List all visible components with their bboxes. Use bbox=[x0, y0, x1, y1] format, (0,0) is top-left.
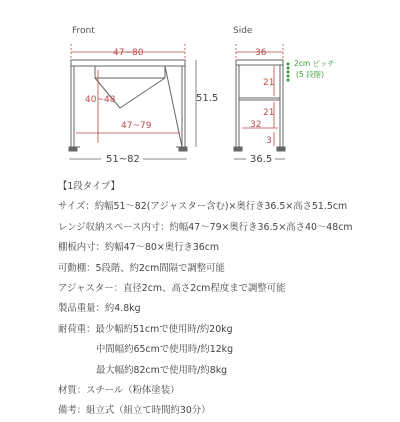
spec-note: 備考：組立式（組立て時間約30分） bbox=[58, 405, 211, 417]
pitch-note-line1: 2cm ピッチ bbox=[294, 59, 335, 68]
spec-range-space: レンジ収納スペース内寸：約幅47～79×奥行き36.5×高さ40～48cm bbox=[58, 221, 353, 233]
pitch-note-line2: (5 段階) bbox=[296, 70, 325, 79]
side-height-1-label: 21 bbox=[263, 78, 275, 88]
front-inner-width-label: 47~79 bbox=[121, 121, 152, 131]
spec-weight: 製品重量：約4.8kg bbox=[58, 303, 141, 315]
spec-load-mid: 中間幅約65cmで使用時/約12kg bbox=[96, 344, 234, 356]
side-height-2-label: 21 bbox=[263, 108, 275, 118]
spec-load-max: 最大幅約82cmで使用時/約8kg bbox=[96, 364, 228, 376]
side-view-title: Side bbox=[233, 26, 253, 36]
spec-material: 材質：スチール（粉体塗装） bbox=[58, 384, 180, 396]
spec-shelf-inner: 棚板内寸：約幅47～80×奥行き36cm bbox=[58, 242, 220, 254]
side-top-depth-label: 36 bbox=[255, 48, 267, 58]
side-inner-width-label: 32 bbox=[250, 120, 262, 130]
front-top-width-label: 47~80 bbox=[113, 48, 144, 58]
spec-heading: 【1段タイプ】 bbox=[58, 181, 120, 192]
front-frame bbox=[69, 60, 187, 151]
spec-list bbox=[58, 177, 398, 422]
side-total-depth-label: 36.5 bbox=[250, 154, 273, 165]
spec-size: サイズ：約幅51～82(アジャスター含む)×奥行き36.5×高さ51.5cm bbox=[58, 201, 348, 213]
side-pitch-markers bbox=[287, 63, 290, 82]
spec-load-min: 耐荷重：最少幅約51cmで使用時/約20kg bbox=[58, 323, 233, 335]
spec-adjuster: アジャスター：直径2cm、高さ2cm程度まで調整可能 bbox=[58, 282, 286, 294]
side-frame bbox=[234, 60, 285, 151]
front-view-title: Front bbox=[72, 26, 95, 36]
furniture-dimension-diagram bbox=[0, 0, 400, 170]
front-total-height-label: 51.5 bbox=[196, 93, 219, 104]
front-total-width-label: 51~82 bbox=[106, 154, 140, 165]
side-foot-label: 3 bbox=[266, 136, 272, 146]
front-left-height-label: 40~48 bbox=[85, 95, 116, 105]
spec-movable-shelf: 可動棚：5段階、約2cm間隔で調整可能 bbox=[58, 262, 225, 274]
